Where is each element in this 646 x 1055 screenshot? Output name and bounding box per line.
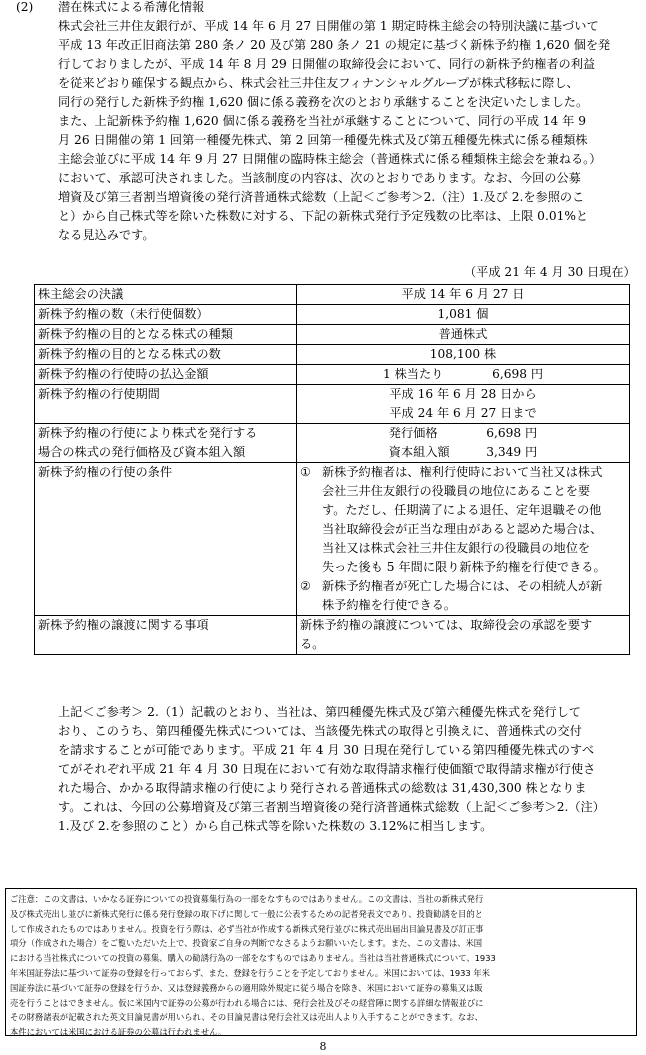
- para-line: 平成 13 年改正旧商法第 280 条ノ 20 及び第 280 条ノ 21 の規定に基づく新株予約権 1,620 個を発: [58, 38, 611, 52]
- label-line: 新株予約権の行使により株式を発行する: [38, 426, 258, 440]
- notice-line: して作成されたものではありません。投資を行う際は、必ず当社が作成する新株式発行並びに株式売出届出目論見書及び訂正事: [10, 923, 484, 934]
- value-line: る。: [300, 637, 325, 651]
- condition-marker: ①: [300, 465, 311, 479]
- para-line: なる見込みです。: [58, 228, 155, 242]
- row-value: 1,081 個: [297, 305, 630, 325]
- condition-line: 失った後も 5 年間に限り新株予約権を行使できる。: [322, 560, 606, 574]
- table-row: [35, 305, 630, 325]
- table-row: [35, 285, 630, 305]
- table-row: [35, 365, 630, 385]
- condition-line: 新株予約権者が死亡した場合には、その相続人が新: [322, 579, 603, 593]
- table-row: [35, 385, 630, 424]
- row-label: 新株予約権の行使の条件: [35, 463, 297, 616]
- para-line: 主総会並びに平成 14 年 9 月 27 日開催の臨時株主総会（普通株式に係る種類株主総会を兼ねる。）: [58, 152, 602, 166]
- condition-item: [300, 463, 626, 577]
- notice-line: その財務諸表が記載された英文目論見書が用いられ、その目論見書は発行会社又は売出人より入手することができます。なお、: [10, 1012, 483, 1023]
- value-line: 発行価格 6,698 円: [388, 426, 538, 440]
- table-row: [35, 325, 630, 345]
- condition-line: 当社取締役会が正当な理由があると認めた場合は、: [322, 522, 603, 536]
- value-line: 資本組入額 3,349 円: [388, 445, 538, 459]
- page-number: 8: [319, 1040, 327, 1053]
- notice-line: 項分（作成された場合）をご覧いただいた上で、投資家ご自身の判断でなさるようお願いいたします。また、この文書は、米国: [10, 938, 483, 949]
- row-value: 普通株式: [297, 325, 630, 345]
- para-line: てがそれぞれ平成 21 年 4 月 30 日現在において有効な取得請求権行使価額で取得請求権が行使さ: [58, 762, 596, 776]
- para-line: 同行の発行した新株予約権 1,620 個に係る義務を次のとおり承継することを決定いたしました。: [58, 95, 589, 109]
- notice-line: ご注意：この文書は、いかなる証券についての投資募集行為の一部をなすものではありません。この文書は、当社の新株式発行: [10, 894, 484, 904]
- notice-line: 売を行うことはできません。仮に米国内で証券の公募が行われる場合には、発行会社及びその経営陣に関する詳細な情報並びに: [10, 997, 484, 1008]
- value-line: 平成 24 年 6 月 27 日まで: [389, 406, 537, 420]
- notice-line: 本件においては米国における証券の公募は行われません。: [10, 1027, 227, 1038]
- row-value: [297, 616, 630, 655]
- para-line: 株式会社三井住友銀行が、平成 14 年 6 月 27 日開催の第 1 期定時株主総会の特別決議に基づいて: [58, 19, 599, 33]
- row-label: 新株予約権の数（未行使個数）: [35, 305, 297, 325]
- row-label: 新株予約権の譲渡に関する事項: [35, 616, 297, 655]
- row-label: 株主総会の決議: [35, 285, 297, 305]
- para-line: を請求することが可能であります。平成 21 年 4 月 30 日現在発行している第四種優先株式のすべ: [58, 743, 595, 757]
- notice-line: における当社株式についての投資の募集、購入の勧誘行為の一部をなすものではありません。当社は当社普通株式について、1933: [10, 953, 496, 964]
- section-title: 潜在株式による希薄化情報: [58, 0, 205, 14]
- condition-line: 会社三井住友銀行の役職員の地位にあることを要: [322, 484, 591, 498]
- notice-line: 年米国証券法に基づいて証券の登録を行っておらず、また、登録を行うことを予定しておりません。米国においては、1933 年米: [10, 967, 490, 978]
- table-row: [35, 345, 630, 365]
- condition-item: [300, 577, 626, 615]
- row-label: 新株予約権の目的となる株式の数: [35, 345, 297, 365]
- condition-marker: ②: [300, 579, 311, 593]
- row-value: [297, 424, 630, 463]
- para-line: す。これは、今回の公募増資及び第三者割当増資後の発行済普通株式総数（上記＜ご参考＞2.（注）: [58, 800, 605, 814]
- legal-notice-box: [5, 888, 637, 1036]
- para-line: おり、このうち、第四種優先株式については、当該優先株式の取得と引換えに、普通株式の交付: [58, 724, 582, 738]
- row-value: 平成 14 年 6 月 27 日: [297, 285, 630, 305]
- conditions-cell: [297, 463, 630, 616]
- row-value: 108,100 株: [297, 345, 630, 365]
- stock-acquisition-rights-table: [34, 284, 630, 655]
- label-line: 場合の株式の発行価格及び資本組入額: [38, 445, 246, 459]
- para-line: 月 26 日開催の第 1 回第一種優先株式、第 2 回第一種優先株式及び第五種優先株式に係る種類株: [58, 133, 588, 147]
- value-line: 新株予約権の譲渡については、取締役会の承認を要す: [300, 618, 593, 632]
- condition-line: 当社又は株式会社三井住友銀行の役職員の地位を: [322, 541, 591, 555]
- condition-line: す。ただし、任期満了による退任、定年退職その他: [322, 503, 602, 517]
- table-row: [35, 424, 630, 463]
- para-line: を従来どおり確保する観点から、株式会社三井住友フィナンシャルグループが株式移転に際し、: [58, 76, 579, 90]
- para-line: 行しておりましたが、平成 14 年 8 月 29 日開催の取締役会において、同行の新株予約権者の利益: [58, 57, 596, 71]
- notice-line: 国証券法に基づいて証券の登録を行うか、又は登録義務からの適用除外規定に従う場合を除き、米国において証券の募集又は販: [10, 982, 483, 993]
- para-line: 上記＜ご参考＞ 2.（1）記載のとおり、当社は、第四種優先株式及び第六種優先株式を発行して: [58, 705, 581, 719]
- section-number: (2): [16, 0, 34, 14]
- para-line: れた場合、かかる取得請求権の行使により発行される普通株式の総数は 31,430,300 株となりま: [58, 781, 587, 795]
- para-line: において、承認可決されました。当該制度の内容は、次のとおりであります。なお、今回の公募: [58, 171, 581, 185]
- value-line: 平成 16 年 6 月 28 日から: [389, 387, 537, 401]
- row-label: 新株予約権の行使時の払込金額: [35, 365, 297, 385]
- row-label: 新株予約権の目的となる株式の種類: [35, 325, 297, 345]
- condition-line: 新株予約権者は、権利行使時において当社又は株式: [322, 465, 603, 479]
- table-row: [35, 463, 630, 616]
- as-of-date: （平成 21 年 4 月 30 日現在）: [464, 265, 636, 279]
- row-value: [297, 385, 630, 424]
- para-line: 1.及び 2.を参照のこと）から自己株式等を除いた株数の 3.12%に相当します。: [58, 819, 493, 833]
- row-value: 1 株当たり 6,698 円: [297, 365, 630, 385]
- para-line: と）から自己株式等を除いた株数に対する、下記の新株式発行予定残数の比率は、上限 0.01%と: [58, 209, 589, 223]
- table-row: [35, 616, 630, 655]
- para-line: また、上記新株予約権 1,620 個に係る義務を当社が承継することについて、同行の平成 14 年 9: [58, 114, 586, 128]
- row-label: 新株予約権の行使期間: [35, 385, 297, 424]
- para-line: 増資及び第三者割当増資後の発行済普通株式総数（上記＜ご参考＞2.（注）1.及び 2.を参照のこ: [58, 190, 585, 204]
- condition-line: 株予約権を行使できる。: [322, 598, 457, 612]
- row-label: [35, 424, 297, 463]
- notice-line: 及び株式売出し並びに新株式発行に係る発行登録の取下げに関して一般に公表するための記者発表文であり、投資勧誘を目的と: [10, 908, 483, 919]
